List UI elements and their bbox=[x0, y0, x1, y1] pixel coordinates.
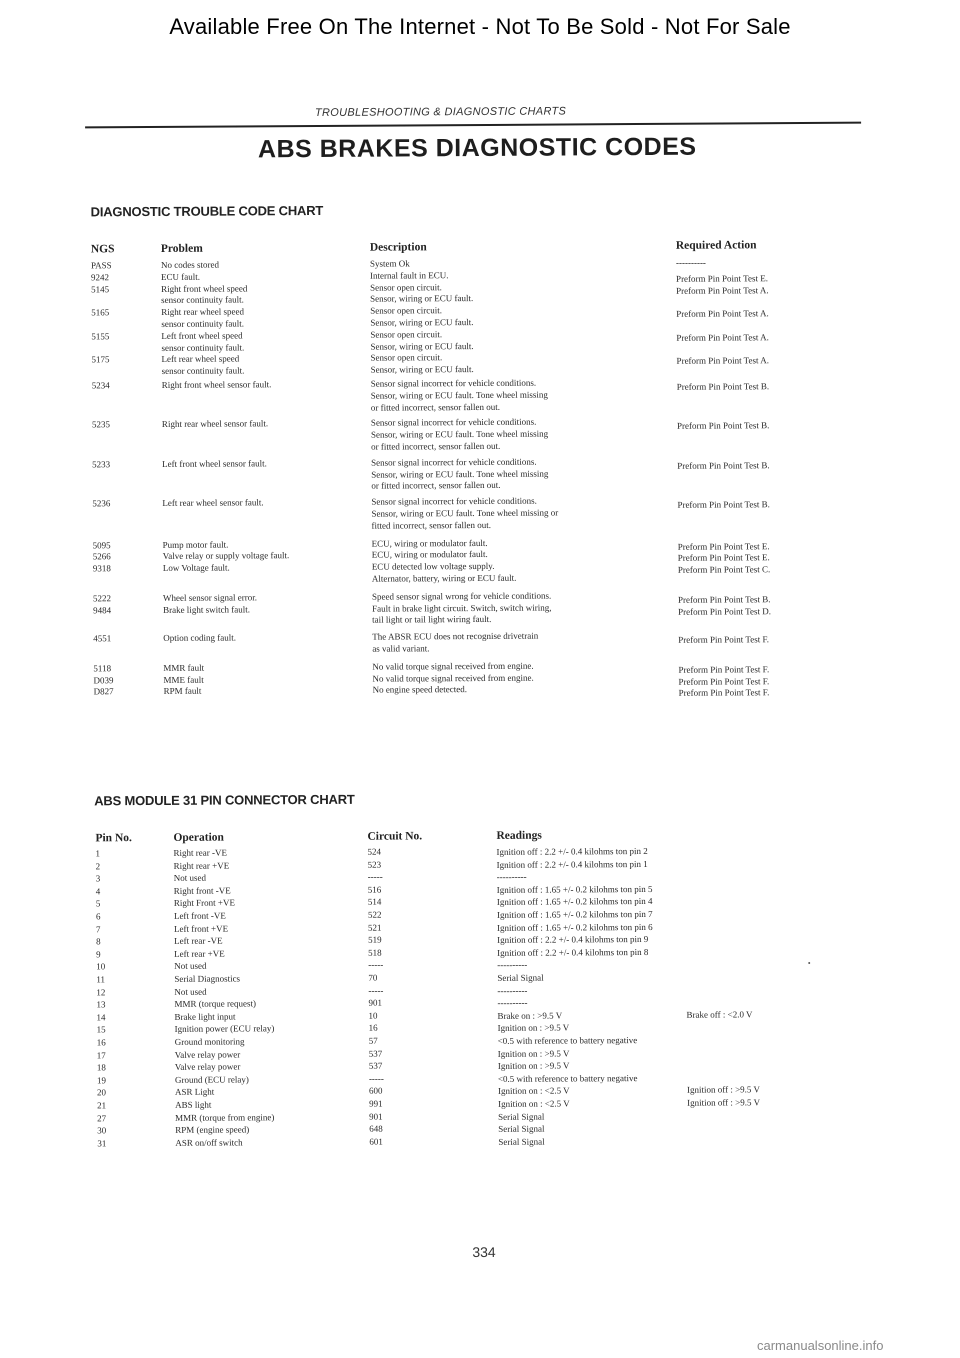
dtc-problem: Left front wheel sensor fault. bbox=[162, 458, 267, 469]
pin-reading: Ignition off : 1.65 +/- 0.2 kilohms ton pin 4 bbox=[496, 896, 653, 908]
dtc-description: Sensor signal incorrect for vehicle conditions. bbox=[371, 495, 537, 507]
pin-reading: Ignition on : >9.5 V bbox=[497, 1048, 570, 1059]
dtc-action: Preform Pin Point Test D. bbox=[678, 605, 772, 617]
dtc-description: Sensor signal incorrect for vehicle conditions. bbox=[371, 456, 537, 468]
pin-reading: Serial Signal bbox=[497, 972, 544, 983]
dtc-problem: MMR fault bbox=[163, 662, 205, 673]
dtc-description: Speed sensor signal wrong for vehicle conditions. bbox=[371, 590, 552, 602]
dtc-description: as valid variant. bbox=[372, 643, 430, 654]
dtc-description: or fitted incorrect, sensor fallen out. bbox=[371, 440, 501, 452]
dtc-description: Sensor, wiring or ECU fault. Tone wheel missing bbox=[371, 468, 549, 480]
dtc-problem: sensor continuity fault. bbox=[161, 318, 245, 329]
pin-number: 17 bbox=[96, 1049, 106, 1060]
dtc-problem: Valve relay or supply voltage fault. bbox=[162, 550, 290, 562]
header-rule bbox=[85, 122, 861, 129]
dtc-problem: Right rear wheel speed bbox=[161, 306, 244, 318]
dtc-action: Preform Pin Point Test B. bbox=[677, 594, 771, 605]
dtc-code: 5145 bbox=[91, 283, 110, 294]
pin-number: 30 bbox=[97, 1125, 107, 1136]
dtc-description: Sensor signal incorrect for vehicle conditions. bbox=[370, 417, 537, 429]
dtc-action: Preform Pin Point Test A. bbox=[676, 308, 769, 319]
pin-number: 19 bbox=[96, 1075, 106, 1086]
pin-operation: MMR (torque request) bbox=[174, 998, 256, 1010]
dtc-description: No valid torque signal received from engine. bbox=[372, 660, 534, 672]
pin-number: 27 bbox=[97, 1112, 107, 1123]
dtc-problem: RPM fault bbox=[163, 686, 202, 697]
pin-reading: ---------- bbox=[497, 960, 528, 971]
action-header: Required Action bbox=[675, 239, 757, 252]
dtc-problem: ECU fault. bbox=[160, 271, 201, 282]
dtc-code: 9318 bbox=[92, 563, 111, 574]
dtc-problem: Right front wheel speed bbox=[161, 283, 248, 294]
dtc-description: Sensor open circuit. bbox=[370, 281, 442, 293]
dtc-description: ECU detected low voltage supply. bbox=[371, 561, 495, 572]
pin-reading: Ignition on : <2.5 V bbox=[498, 1098, 570, 1109]
dtc-description: Sensor, wiring or ECU fault. Tone wheel missing or bbox=[371, 507, 559, 519]
pin-number: 7 bbox=[95, 923, 101, 934]
running-head: TROUBLESHOOTING & DIAGNOSTIC CHARTS bbox=[314, 105, 567, 119]
dtc-description: Sensor, wiring or ECU fault. Tone wheel missing bbox=[370, 389, 548, 401]
dtc-problem: MME fault bbox=[163, 674, 204, 685]
pin-operation: Left front +VE bbox=[173, 923, 229, 934]
pin-operation: Right front -VE bbox=[173, 885, 231, 896]
pin-reading-secondary: Brake off : <2.0 V bbox=[686, 1009, 753, 1020]
dtc-action: ---------- bbox=[675, 257, 706, 268]
dtc-description: Sensor open circuit. bbox=[370, 352, 443, 364]
dtc-problem: Option coding fault. bbox=[163, 632, 237, 644]
pin-number: 9 bbox=[96, 949, 101, 960]
pin-reading: <0.5 with reference to battery negative bbox=[497, 1072, 638, 1084]
dtc-code: 5222 bbox=[92, 593, 112, 604]
pin-circuit: ----- bbox=[368, 959, 384, 971]
pin-reading: Serial Signal bbox=[498, 1111, 545, 1122]
pin-reading: ---------- bbox=[497, 985, 528, 996]
dtc-code: 5155 bbox=[91, 331, 110, 342]
dtc-action: Preform Pin Point Test A. bbox=[676, 284, 769, 296]
pin-operation: Left rear +VE bbox=[174, 948, 225, 959]
dtc-action: Preform Pin Point Test F. bbox=[678, 664, 770, 675]
dtc-action: Preform Pin Point Test A. bbox=[676, 332, 769, 343]
pin-number: 11 bbox=[96, 974, 106, 985]
ngs-header: NGS bbox=[90, 243, 115, 256]
dtc-problem: Left rear wheel speed bbox=[161, 353, 240, 365]
dtc-problem: sensor continuity fault. bbox=[161, 294, 244, 306]
problem-header: Problem bbox=[160, 242, 203, 255]
dtc-description: No valid torque signal received from engine. bbox=[372, 672, 534, 684]
pin-number: 2 bbox=[95, 860, 101, 871]
pin-number: 1 bbox=[95, 848, 101, 859]
dtc-action: Preform Pin Point Test C. bbox=[677, 564, 771, 575]
dtc-description: tail light or tail light wiring fault. bbox=[372, 614, 492, 626]
pin-number: 8 bbox=[96, 936, 101, 947]
dtc-problem: Wheel sensor signal error. bbox=[162, 592, 257, 603]
circuit-no-header: Circuit No. bbox=[367, 830, 423, 843]
dtc-code: 5165 bbox=[91, 307, 110, 318]
pin-operation: Ground monitoring bbox=[174, 1036, 245, 1047]
pin-operation: ABS light bbox=[175, 1099, 212, 1110]
dtc-description: Sensor, wiring or ECU fault. Tone wheel missing bbox=[370, 428, 549, 440]
pin-circuit: 16 bbox=[368, 1023, 378, 1034]
dtc-description: Internal fault in ECU. bbox=[369, 269, 449, 281]
dtc-description: or fitted incorrect, sensor fallen out. bbox=[370, 401, 501, 413]
pin-operation: Left rear -VE bbox=[174, 935, 223, 947]
dtc-action: Preform Pin Point Test B. bbox=[676, 381, 770, 392]
dtc-code: PASS bbox=[90, 260, 112, 271]
dtc-description: Sensor, wiring or ECU fault. bbox=[370, 293, 474, 305]
dtc-code: 5234 bbox=[91, 380, 110, 391]
dtc-code: 5236 bbox=[92, 498, 111, 509]
pin-reading: Ignition off : 1.65 +/- 0.2 kilohms ton pin 7 bbox=[496, 908, 653, 920]
dtc-action: Preform Pin Point Test E. bbox=[677, 552, 770, 564]
pin-circuit: 991 bbox=[369, 1098, 383, 1109]
dtc-problem: Right front wheel sensor fault. bbox=[161, 379, 272, 390]
dtc-action: Preform Pin Point Test E. bbox=[676, 273, 769, 284]
pin-operation: Serial Diagnostics bbox=[174, 973, 241, 984]
pin-reading: Brake on : >9.5 V bbox=[497, 1010, 563, 1021]
dtc-code: 5233 bbox=[92, 459, 111, 470]
pin-operation: Right rear -VE bbox=[173, 847, 228, 858]
pin-operation: Valve relay power bbox=[174, 1061, 241, 1073]
dtc-description: fitted incorrect, sensor fallen out. bbox=[371, 519, 492, 531]
dtc-action: Preform Pin Point Test E. bbox=[677, 540, 770, 552]
pin-number: 20 bbox=[96, 1087, 107, 1098]
pin-operation: Not used bbox=[173, 872, 206, 884]
dtc-description: The ABSR ECU does not recognise drivetrain bbox=[372, 630, 539, 642]
dtc-problem: No codes stored bbox=[160, 259, 219, 270]
pin-operation: ASR Light bbox=[174, 1087, 215, 1098]
pin-reading: Ignition off : 2.2 +/- 0.4 kilohms ton pin 8 bbox=[497, 946, 649, 958]
pin-reading: Ignition off : 1.65 +/- 0.2 kilohms ton pin 5 bbox=[496, 883, 653, 895]
dtc-description: Fault in brake light circuit. Switch, switch wiring, bbox=[372, 602, 552, 614]
pin-operation: Ignition power (ECU relay) bbox=[174, 1023, 275, 1035]
dtc-action: Preform Pin Point Test B. bbox=[676, 420, 770, 432]
dtc-code: 9242 bbox=[90, 272, 110, 283]
pin-number: 5 bbox=[95, 898, 101, 909]
pin-circuit: 522 bbox=[367, 909, 382, 920]
pin-operation: ASR on/off switch bbox=[175, 1137, 243, 1148]
dtc-code: 5175 bbox=[91, 354, 110, 365]
dtc-code: D039 bbox=[93, 674, 114, 685]
pin-reading: ---------- bbox=[497, 997, 528, 1009]
pin-number: 21 bbox=[97, 1100, 107, 1111]
dtc-description: Sensor, wiring or ECU fault. bbox=[370, 364, 474, 375]
dtc-action: Preform Pin Point Test F. bbox=[678, 687, 770, 699]
dtc-problem: Brake light switch fault. bbox=[163, 603, 251, 615]
pin-reading-secondary: Ignition off : >9.5 V bbox=[686, 1084, 761, 1096]
page-number: 334 bbox=[472, 1243, 496, 1261]
dtc-description: System Ok bbox=[369, 258, 410, 269]
pin-circuit: 601 bbox=[369, 1136, 383, 1147]
dtc-action: Preform Pin Point Test B. bbox=[677, 460, 770, 471]
description-header: Description bbox=[369, 241, 427, 254]
pin-reading: Ignition on : <2.5 V bbox=[497, 1085, 570, 1097]
pin-circuit: 901 bbox=[369, 1111, 383, 1122]
dtc-section-title: DIAGNOSTIC TROUBLE CODE CHART bbox=[90, 202, 324, 220]
pin-operation: Right rear +VE bbox=[173, 860, 230, 871]
pin-circuit: 523 bbox=[367, 859, 382, 870]
pin-circuit: ----- bbox=[368, 985, 384, 996]
dtc-description: or fitted incorrect, sensor fallen out. bbox=[371, 480, 501, 492]
dtc-code: D827 bbox=[93, 686, 114, 697]
pin-operation: Valve relay power bbox=[174, 1049, 241, 1060]
pin-circuit: 521 bbox=[367, 922, 382, 933]
pin-reading: Ignition off : 2.2 +/- 0.4 kilohms ton pin 2 bbox=[496, 845, 648, 857]
dtc-action: Preform Pin Point Test A. bbox=[676, 355, 770, 367]
pin-circuit: 524 bbox=[367, 846, 382, 857]
pin-reading: ---------- bbox=[496, 871, 527, 883]
dtc-action: Preform Pin Point Test B. bbox=[677, 499, 770, 510]
dtc-problem: sensor continuity fault. bbox=[161, 342, 245, 353]
pin-number: 18 bbox=[96, 1062, 106, 1073]
dtc-description: ECU, wiring or modulator fault. bbox=[371, 549, 488, 561]
dtc-action: Preform Pin Point Test F. bbox=[678, 675, 770, 687]
dtc-description: ECU, wiring or modulator fault. bbox=[371, 537, 488, 549]
dtc-description: Alternator, battery, wiring or ECU fault. bbox=[371, 572, 517, 584]
pin-circuit: 516 bbox=[367, 884, 382, 895]
pin-circuit: 519 bbox=[368, 934, 382, 945]
dtc-problem: Left rear wheel sensor fault. bbox=[162, 497, 264, 509]
pin-circuit: 514 bbox=[367, 896, 382, 908]
dtc-description: Sensor signal incorrect for vehicle conditions. bbox=[370, 377, 537, 389]
dtc-code: 5235 bbox=[91, 419, 110, 430]
pin-reading: Ignition off : 2.2 +/- 0.4 kilohms ton pin 1 bbox=[496, 858, 648, 870]
readings-header: Readings bbox=[496, 829, 542, 842]
pin-operation: Right Front +VE bbox=[173, 897, 235, 909]
pin-reading-secondary: Ignition off : >9.5 V bbox=[687, 1097, 761, 1108]
pin-number: 16 bbox=[96, 1037, 106, 1048]
pin-circuit: 537 bbox=[368, 1048, 383, 1059]
pin-operation: Brake light input bbox=[174, 1011, 236, 1022]
dtc-code: 9484 bbox=[93, 604, 112, 615]
scan-speck bbox=[808, 962, 810, 964]
pin-operation: Ground (ECU relay) bbox=[174, 1074, 249, 1085]
pin-reading: Serial Signal bbox=[498, 1123, 545, 1135]
pin-number: 15 bbox=[96, 1024, 106, 1035]
dtc-code: 5266 bbox=[92, 551, 111, 562]
dtc-description: Sensor, wiring or ECU fault. bbox=[370, 317, 474, 328]
pin-reading: <0.5 with reference to battery negative bbox=[497, 1035, 638, 1046]
dtc-problem: Pump motor fault. bbox=[162, 539, 229, 550]
dtc-problem: Left front wheel speed bbox=[161, 330, 243, 341]
top-banner: Available Free On The Internet - Not To Be Sold - Not For Sale bbox=[169, 14, 791, 39]
pin-reading: Serial Signal bbox=[498, 1136, 545, 1147]
pin-reading: Ignition off : 2.2 +/- 0.4 kilohms ton pin 9 bbox=[497, 934, 649, 946]
pin-circuit: 648 bbox=[369, 1123, 383, 1134]
pin-number: 14 bbox=[96, 1012, 106, 1023]
pin-number: 10 bbox=[96, 961, 106, 972]
pin-section-title: ABS MODULE 31 PIN CONNECTOR CHART bbox=[94, 791, 355, 809]
pin-number: 4 bbox=[95, 886, 101, 897]
dtc-description: Sensor open circuit. bbox=[370, 305, 442, 316]
pin-circuit: 600 bbox=[368, 1085, 383, 1097]
dtc-problem: Right rear wheel sensor fault. bbox=[161, 418, 269, 430]
pin-operation: Left front -VE bbox=[173, 910, 226, 921]
pin-circuit: ----- bbox=[367, 871, 383, 882]
pin-reading: Ignition off : 1.65 +/- 0.2 kilohms ton pin 6 bbox=[496, 921, 653, 933]
watermark: carmanualsonline.info bbox=[757, 1338, 884, 1353]
dtc-code: 5095 bbox=[92, 539, 111, 550]
dtc-code: 5118 bbox=[93, 663, 112, 674]
dtc-description: Sensor open circuit. bbox=[370, 329, 443, 340]
pin-circuit: 70 bbox=[368, 972, 378, 983]
dtc-problem: sensor continuity fault. bbox=[161, 365, 245, 377]
dtc-action: Preform Pin Point Test F. bbox=[678, 634, 770, 645]
pin-circuit: 57 bbox=[368, 1035, 378, 1046]
dtc-problem: Low Voltage fault. bbox=[162, 562, 230, 574]
pin-circuit: 518 bbox=[368, 947, 382, 958]
operation-header: Operation bbox=[173, 831, 224, 844]
pin-reading: Ignition on : >9.5 V bbox=[497, 1022, 570, 1034]
page-title: ABS BRAKES DIAGNOSTIC CODES bbox=[257, 132, 697, 164]
dtc-description: Sensor, wiring or ECU fault. bbox=[370, 340, 474, 352]
pin-circuit: 10 bbox=[368, 1010, 378, 1021]
pin-operation: MMR (torque from engine) bbox=[175, 1111, 275, 1123]
pin-number: 31 bbox=[97, 1138, 107, 1149]
dtc-code: 4551 bbox=[93, 633, 112, 644]
pin-no-header: Pin No. bbox=[95, 832, 132, 845]
pin-circuit: ----- bbox=[368, 1073, 384, 1084]
pin-circuit: 901 bbox=[368, 997, 382, 1008]
pin-reading: Ignition on : >9.5 V bbox=[497, 1060, 570, 1072]
dtc-description: No engine speed detected. bbox=[372, 684, 468, 696]
pin-operation: Not used bbox=[174, 986, 207, 997]
pin-operation: RPM (engine speed) bbox=[175, 1124, 250, 1136]
pin-number: 13 bbox=[96, 999, 106, 1010]
pin-number: 3 bbox=[95, 873, 101, 884]
pin-number: 6 bbox=[95, 911, 101, 922]
pin-operation: Not used bbox=[174, 961, 207, 972]
pin-circuit: 537 bbox=[368, 1060, 383, 1071]
pin-number: 12 bbox=[96, 986, 106, 997]
